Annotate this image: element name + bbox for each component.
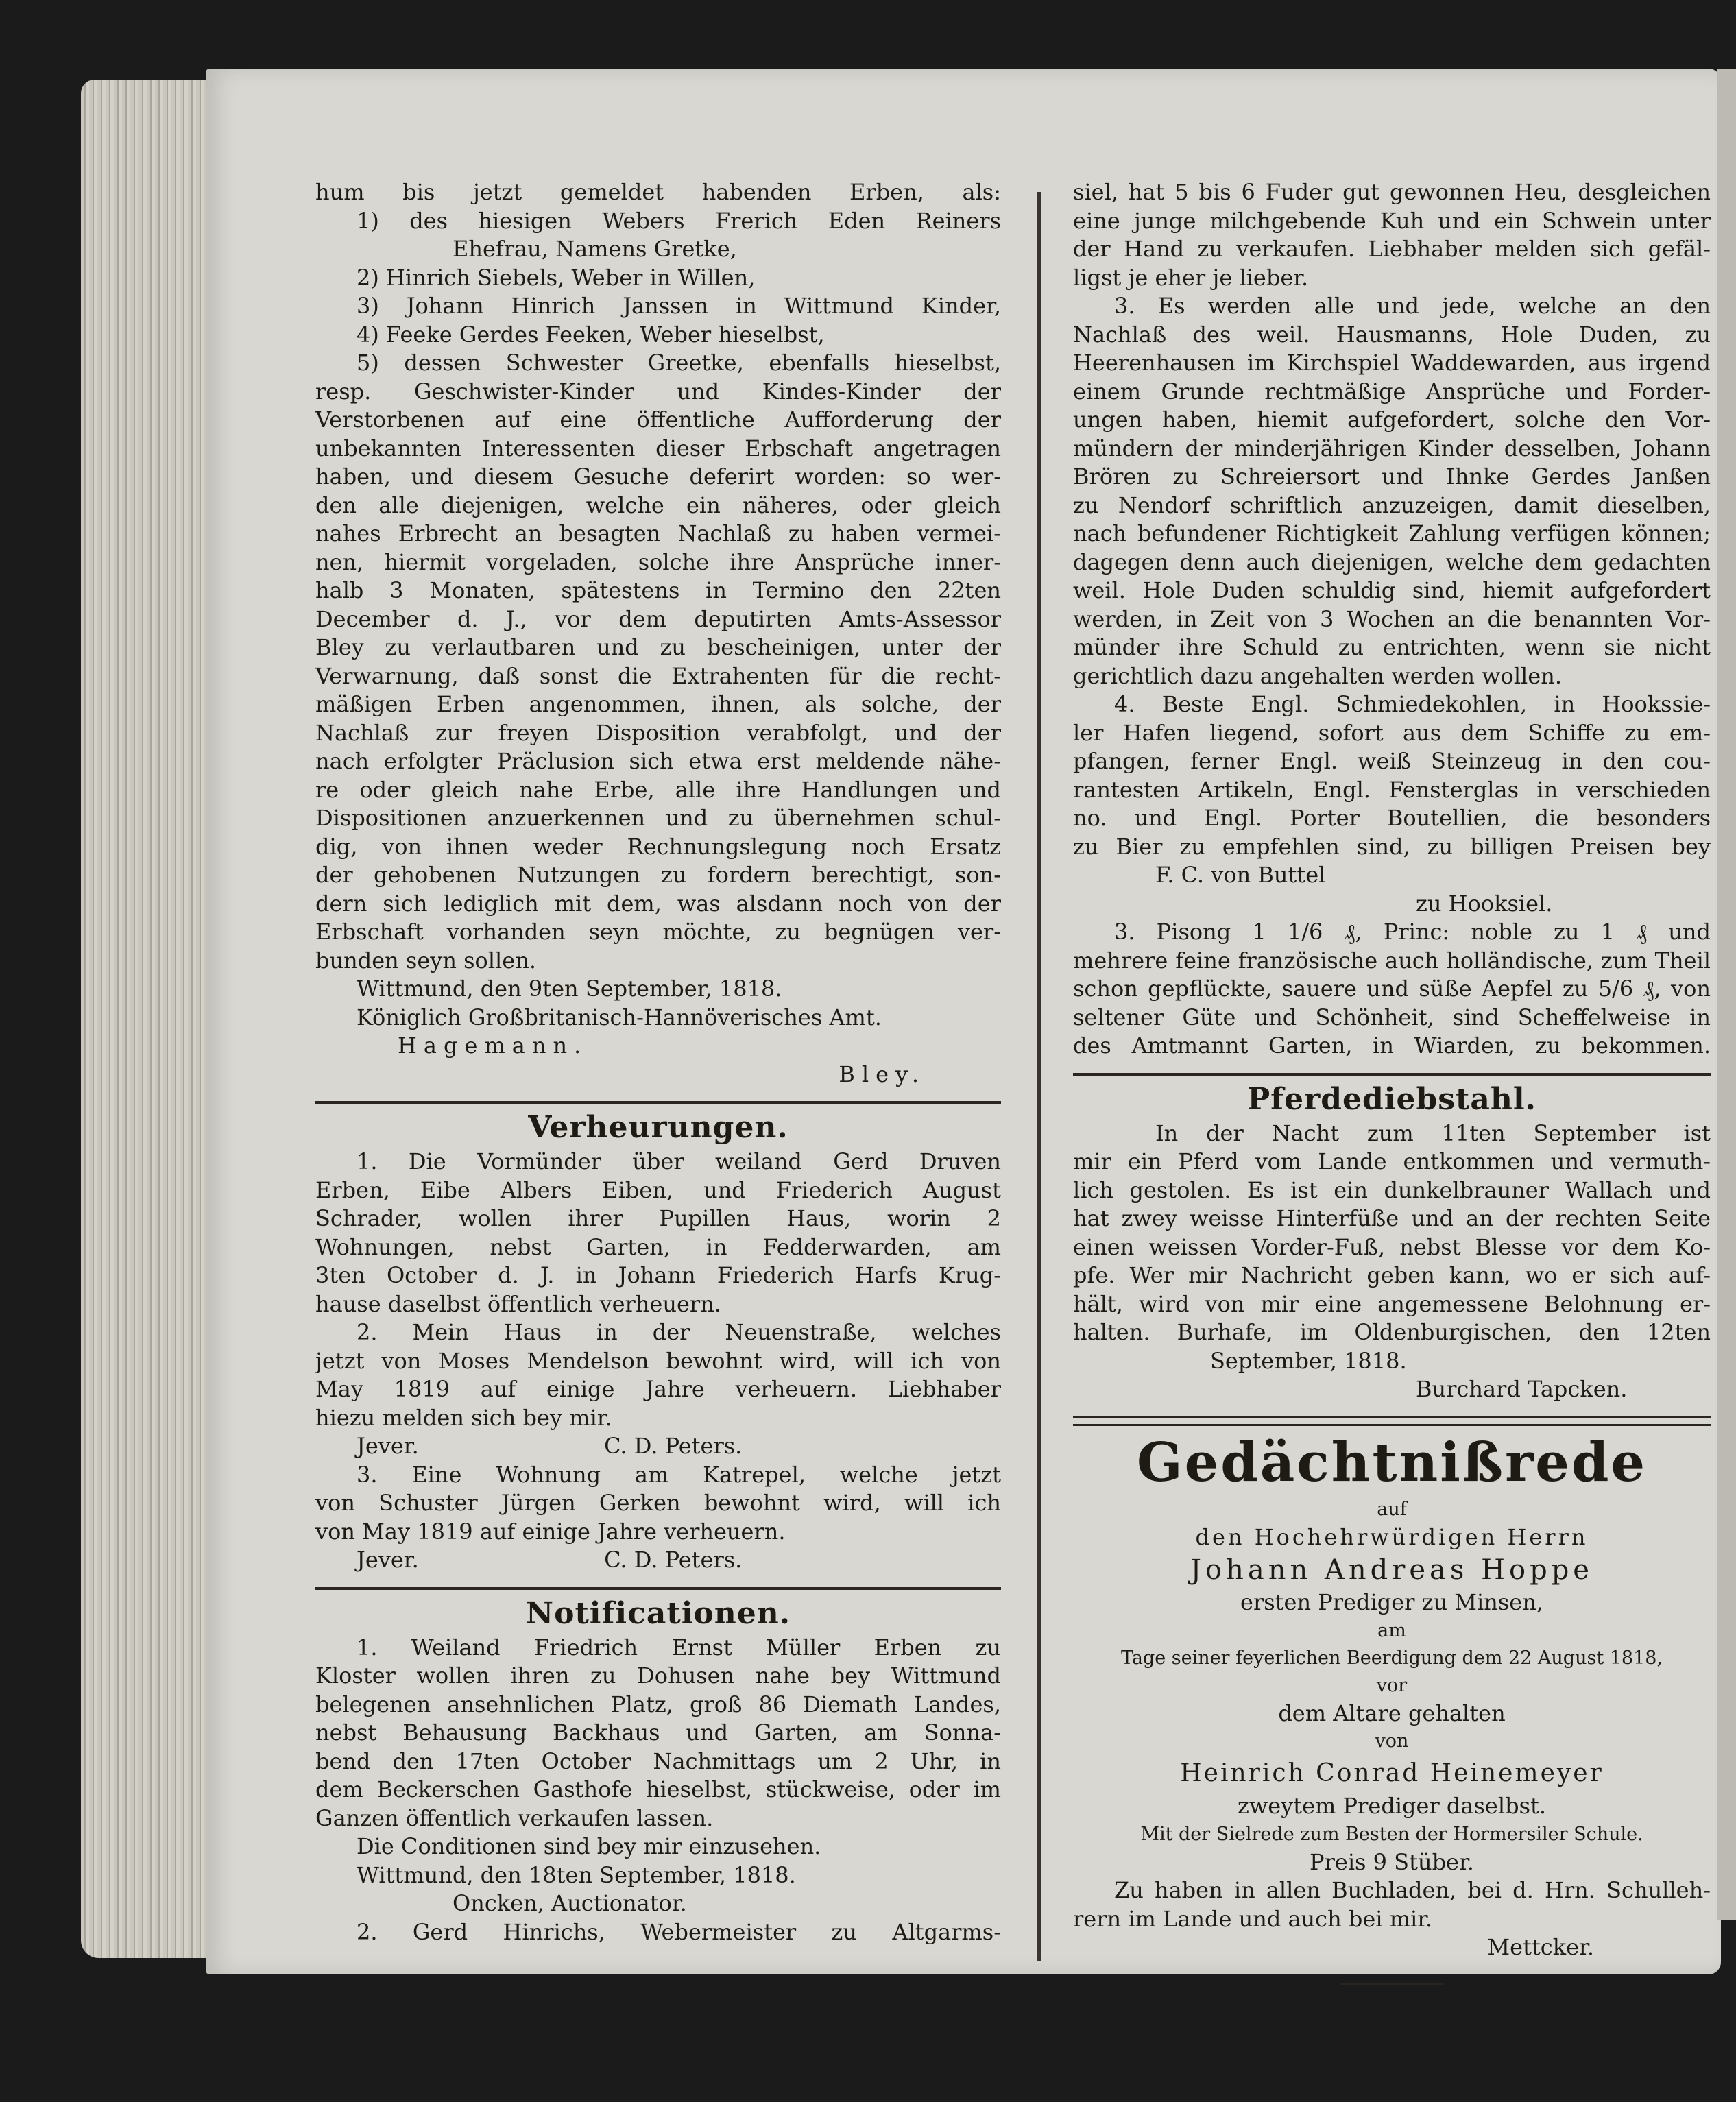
buttel-place: zu Hooksiel. — [1416, 890, 1553, 917]
text-line: mündern der minderjährigen Kinder desselben, Johann — [1073, 435, 1711, 461]
notice-date: Wittmund, den 9ten September, 1818. — [357, 976, 782, 1002]
advert-text: vor — [1376, 1674, 1408, 1696]
section-rule — [315, 1587, 1001, 1590]
text-line: einen weissen Vorder-Fuß, nebst Blesse vor dem Ko- — [1073, 1233, 1711, 1260]
right-column — [1073, 178, 1711, 1985]
text-line: May 1819 auf einige Jahre verheuern. Liebhaber — [315, 1376, 1001, 1402]
text-line: 1. Weiland Friedrich Ernst Müller Erben zu — [357, 1634, 1001, 1660]
text-line: des Amtmannt Garten, in Wiarden, zu bekommen. — [1073, 1032, 1711, 1059]
conditions-line: Die Conditionen sind bey mir einzusehen. — [357, 1833, 821, 1859]
text-line: 3. Pisong 1 1/6 ₰, Princ: noble zu 1 ₰ und — [1114, 919, 1711, 945]
advert-signature: Mettcker. — [1487, 1934, 1594, 1960]
text-line: zu Nendorf schriftlich anzuzeigen, damit dieselben, — [1073, 492, 1711, 518]
text-line: 1) des hiesigen Webers Frerich Eden Reiners — [357, 207, 1001, 234]
signer-bley: Bley. — [839, 1061, 926, 1087]
text-line: hält, wird von mir eine angemessene Belohnung er- — [1073, 1290, 1711, 1317]
advert-author-name: Heinrich Conrad Heinemeyer — [1180, 1759, 1604, 1787]
text-line: Verwarnung, daß sonst die Extrahenten für die recht- — [315, 662, 1001, 689]
text-line: dig, von ihnen weder Rechnungslegung noch Ersatz — [315, 833, 1001, 860]
text-line: hum bis jetzt gemeldet habenden Erben, als: — [315, 179, 1001, 205]
inheritance-notice — [315, 178, 1001, 1089]
text-line: Wohnungen, nebst Garten, in Fedderwarden, am — [315, 1233, 1001, 1260]
text-line: hiezu melden sich bey mir. — [315, 1404, 612, 1431]
pferdediebstahl-section — [1073, 1120, 1711, 1404]
text-line: pfe. Wer mir Nachricht geben kann, wo er sich auf- — [1073, 1262, 1711, 1288]
signature-line — [315, 1432, 1001, 1461]
text-line: pfangen, ferner Engl. weiß Steinzeug in den cou- — [1073, 748, 1711, 774]
notificationen-section — [315, 1634, 1001, 1947]
text-line: Erbschaft vorhanden seyn möchte, zu begnügen ver- — [315, 919, 1001, 945]
text-line: nebst Behausung Backhaus und Garten, am Sonna- — [315, 1719, 1001, 1745]
notice-authority: Königlich Großbritanisch-Hannöverisches Amt. — [357, 1004, 882, 1030]
advert-text: dem Altare gehalten — [1278, 1700, 1506, 1726]
text-line: 3. Eine Wohnung am Katrepel, welche jetzt — [357, 1461, 1001, 1488]
text-line: weil. Hole Duden schuldig sind, hiemit aufgefordert — [1073, 577, 1711, 603]
text-line: belegenen ansehnlichen Platz, groß 86 Diemath Landes, — [315, 1691, 1001, 1717]
text-line: Ehefrau, Namens Gretke, — [453, 236, 737, 262]
auctionator-signature: Oncken, Auctionator. — [453, 1890, 687, 1916]
advert-text: auf — [1377, 1498, 1407, 1520]
advert-text: ersten Prediger zu Minsen, — [1240, 1589, 1543, 1615]
text-line: siel, hat 5 bis 6 Fuder gut gewonnen Heu, desgleichen — [1073, 179, 1711, 205]
text-line: Nachlaß des weil. Hausmanns, Hole Duden, zu — [1073, 321, 1711, 348]
text-line: 3. Es werden alle und jede, welche an den — [1114, 293, 1711, 319]
text-line: halten. Burhafe, im Oldenburgischen, den 12ten — [1073, 1319, 1711, 1345]
text-line: 2. Gerd Hinrichs, Webermeister zu Altgarms- — [357, 1918, 1001, 1945]
text-line: seltener Güte und Schönheit, sind Scheffelweise in — [1073, 1004, 1711, 1030]
text-line: Schrader, wollen ihrer Pupillen Haus, worin 2 — [315, 1205, 1001, 1231]
column-divider — [1037, 192, 1041, 1961]
notice-date: Wittmund, den 18ten September, 1818. — [357, 1861, 796, 1888]
signature-place: Jever. — [357, 1547, 419, 1573]
text-line: Ganzen öffentlich verkaufen lassen. — [315, 1804, 714, 1831]
advert-text: von — [1375, 1730, 1409, 1752]
text-line: dagegen denn auch diejenigen, welche dem gedachten — [1073, 548, 1711, 575]
text-line: bunden seyn sollen. — [315, 947, 536, 974]
text-line: gerichtlich dazu angehalten werden wollen. — [1073, 662, 1562, 689]
text-line: no. und Engl. Porter Boutellien, die besonders — [1073, 805, 1711, 831]
text-line: nach befundener Richtigkeit Zahlung verfügen können; — [1073, 520, 1711, 546]
text-line: mäßigen Erben angenommen, ihnen, als solche, der — [315, 691, 1001, 717]
text-line: re oder gleich nahe Erbe, alle ihre Handlungen und — [315, 776, 1001, 803]
text-line: mehrere feine französische auch holländische, zum Theil — [1073, 947, 1711, 974]
pferd-date: September, 1818. — [1210, 1347, 1407, 1374]
heading-notificationen: Notificationen. — [525, 1595, 791, 1631]
signer-hagemann: Hagemann. — [398, 1032, 588, 1059]
text-line: von May 1819 auf einige Jahre verheuern. — [315, 1518, 786, 1545]
text-line: 3) Johann Hinrich Janssen in Wittmund Kinder, — [357, 293, 1001, 319]
heading-pferdediebstahl: Pferdediebstahl. — [1247, 1081, 1536, 1117]
text-line: 4. Beste Engl. Schmiedekohlen, in Hookssie- — [1114, 691, 1711, 717]
text-line: nach erfolgter Präclusion sich etwa erst meldende nähe- — [315, 748, 1001, 774]
text-line: einem Grunde rechtmäßige Ansprüche und Forder- — [1073, 378, 1711, 404]
text-line: eine junge milchgebende Kuh und ein Schwein unter — [1073, 207, 1711, 234]
text-line: 3ten October d. J. in Johann Friederich Harfs Krug- — [315, 1262, 1001, 1288]
signature-line — [315, 1546, 1001, 1575]
text-line: nen, hiermit vorgeladen, solche ihre Ansprüche inner- — [315, 548, 1001, 575]
text-line: haben, und diesem Gesuche deferirt worden: so wer- — [315, 463, 1001, 490]
advert-text: zweytem Prediger daselbst. — [1237, 1793, 1547, 1819]
pferd-signature: Burchard Tapcken. — [1416, 1376, 1628, 1402]
section-rule — [315, 1101, 1001, 1104]
text-line: hat zwey weisse Hinterfüße und an der rechten Seite — [1073, 1205, 1711, 1231]
text-line: der gehobenen Nutzungen zu fordern berechtigt, son- — [315, 862, 1001, 888]
advert-text: am — [1377, 1619, 1406, 1641]
text-line: ler Hafen liegend, sofort aus dem Schiffe zu em- — [1073, 719, 1711, 746]
text-line: halb 3 Monaten, spätestens in Termino den 22ten — [315, 577, 1001, 603]
advert-title: Gedächtnißrede — [1136, 1431, 1648, 1494]
text-line: ligst je eher je lieber. — [1073, 264, 1309, 291]
text-line: hause daselbst öffentlich verheuern. — [315, 1290, 721, 1317]
text-line: 4) Feeke Gerdes Feeken, Weber hieselbst, — [357, 321, 825, 348]
text-line: schon gepflückte, sauere und süße Aepfel zu 5/6 ₰, von — [1073, 976, 1711, 1002]
next-page-edge — [1717, 69, 1736, 1920]
advert-price: Preis 9 Stüber. — [1310, 1848, 1474, 1875]
text-line: 1. Die Vormünder über weiland Gerd Druven — [357, 1148, 1001, 1174]
text-line: December d. J., vor dem deputirten Amts-Assessor — [315, 605, 1001, 632]
text-line: von Schuster Jürgen Gerken bewohnt wird, will ich — [315, 1490, 1001, 1516]
text-line: den alle diejenigen, welche ein näheres, oder gleich — [315, 492, 1001, 518]
text-line: münder ihre Schuld zu entrichten, wenn sie nicht — [1073, 634, 1711, 660]
text-line: rern im Lande und auch bei mir. — [1073, 1905, 1433, 1932]
text-line: Zu haben in allen Buchladen, bei d. Hrn. Schulleh- — [1114, 1877, 1711, 1903]
signature-name: C. D. Peters. — [604, 1433, 743, 1459]
advert-text: den Hochehrwürdigen Herrn — [1195, 1523, 1589, 1550]
text-line: resp. Geschwister-Kinder und Kindes-Kinder der — [315, 378, 1001, 404]
text-line: 2. Mein Haus in der Neuenstraße, welches — [357, 1319, 1001, 1345]
sales-notices — [1073, 178, 1711, 1061]
text-line: Brören zu Schreiersort und Ihnke Gerdes Janßen — [1073, 463, 1711, 490]
text-line: werden, in Zeit von 3 Wochen an die benannten Vor- — [1073, 605, 1711, 632]
text-line: mir ein Pferd vom Lande entkommen und vermuth- — [1073, 1148, 1711, 1174]
left-column — [315, 178, 1001, 1946]
text-line: der Hand zu verkaufen. Liebhaber melden sich gefäl- — [1073, 236, 1711, 262]
text-line: Heerenhausen im Kirchspiel Waddewarden, aus irgend — [1073, 350, 1711, 376]
advert-text: Mit der Sielrede zum Besten der Hormersiler Schule. — [1140, 1823, 1643, 1845]
text-line: Erben, Eibe Albers Eiben, und Friederich August — [315, 1176, 1001, 1203]
text-line: Verstorbenen auf eine öffentliche Aufforderung der — [315, 407, 1001, 433]
text-line: 5) dessen Schwester Greetke, ebenfalls hieselbst, — [357, 350, 1001, 376]
end-rule — [1340, 1983, 1443, 1985]
text-line: bend den 17ten October Nachmittags um 2 Uhr, in — [315, 1748, 1001, 1774]
text-line: lich gestolen. Es ist ein dunkelbrauner Wallach und — [1073, 1176, 1711, 1203]
text-line: Nachlaß zur freyen Disposition verabfolgt, und der — [315, 719, 1001, 746]
text-line: dern sich lediglich mit dem, was alsdann noch von der — [315, 890, 1001, 917]
section-rule — [1073, 1416, 1711, 1426]
text-line: rantesten Artikeln, Engl. Fensterglas in verschieden — [1073, 776, 1711, 803]
text-line: Kloster wollen ihren zu Dohusen nahe bey Wittmund — [315, 1663, 1001, 1689]
text-line: Bley zu verlautbaren und zu bescheinigen, unter der — [315, 634, 1001, 660]
text-line: 2) Hinrich Siebels, Weber in Willen, — [357, 264, 756, 291]
text-line: nahes Erbrecht an besagten Nachlaß zu haben vermei- — [315, 520, 1001, 546]
text-line: ungen haben, hiemit aufgefordert, solche den Vor- — [1073, 407, 1711, 433]
signature-name: C. D. Peters. — [604, 1547, 743, 1573]
signature-place: Jever. — [357, 1433, 419, 1459]
text-line: Dispositionen anzuerkennen und zu übernehmen schul- — [315, 805, 1001, 831]
heading-verheurungen: Verheurungen. — [528, 1110, 788, 1145]
text-line: unbekannten Interessenten dieser Erbschaft angetragen — [315, 435, 1001, 461]
text-line: In der Nacht zum 11ten September ist — [1155, 1120, 1711, 1146]
text-line: zu Bier zu empfehlen sind, zu billigen Preisen bey — [1073, 833, 1711, 860]
advert-text: Tage seiner feyerlichen Beerdigung dem 22 August 1818, — [1120, 1647, 1663, 1669]
advert-subject-name: Johann Andreas Hoppe — [1190, 1554, 1593, 1586]
verheurungen-section — [315, 1148, 1001, 1575]
text-line: dem Beckerschen Gasthofe hieselbst, stückweise, oder im — [315, 1776, 1001, 1802]
text-line: jetzt von Moses Mendelson bewohnt wird, will ich von — [315, 1347, 1001, 1374]
buttel-signature: F. C. von Buttel — [1155, 862, 1326, 888]
gedaechtnisrede-advert — [1073, 1430, 1711, 1985]
section-rule — [1073, 1073, 1711, 1076]
